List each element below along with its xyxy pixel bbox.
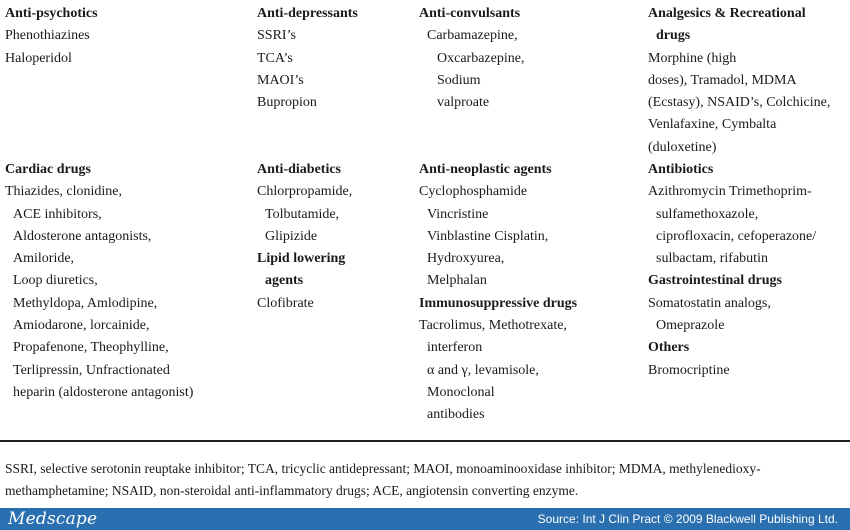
- drug-item: Morphine (high: [648, 50, 737, 66]
- cell-antibiotics-gi-others: [648, 159, 816, 382]
- header-analgesics-line1: Analgesics & Recreational: [648, 6, 806, 21]
- drug-item: doses), Tramadol, MDMA: [648, 72, 797, 88]
- header-anti-diabetics: Anti-diabetics: [257, 162, 341, 177]
- drug-item: Vinblastine Cisplatin,: [427, 228, 549, 244]
- drug-item: Cyclophosphamide: [419, 184, 528, 200]
- header-others: Others: [648, 340, 690, 356]
- drug-item: ACE inhibitors,: [13, 206, 102, 222]
- drug-item: Sodium: [437, 72, 481, 88]
- drug-item: α and γ, levamisole,: [427, 362, 539, 378]
- drug-item: SSRI’s: [257, 28, 296, 44]
- drug-item: Vincristine: [427, 206, 489, 222]
- drug-item: sulfamethoxazole,: [656, 206, 759, 222]
- drug-item: Melphalan: [427, 273, 487, 289]
- cell-anti-depressants: [257, 3, 358, 114]
- drug-item: Amiloride,: [13, 251, 75, 267]
- drug-item: valproate: [437, 95, 490, 111]
- table-divider: [0, 440, 850, 442]
- header-antibiotics: Antibiotics: [648, 162, 714, 177]
- cell-anti-neoplastic-immuno: [419, 159, 577, 427]
- drug-item: Methyldopa, Amlodipine,: [13, 295, 158, 311]
- header-anti-convulsants: Anti-convulsants: [419, 6, 521, 21]
- cell-cardiac-drugs: [5, 159, 193, 404]
- medscape-logo: Medscape: [8, 509, 98, 529]
- header-analgesics-line2: drugs: [656, 28, 691, 44]
- drug-item: Hydroxyurea,: [427, 251, 505, 267]
- drug-item: Thiazides, clonidine,: [5, 184, 123, 200]
- drug-item: Loop diuretics,: [13, 273, 98, 289]
- drug-item: (duloxetine): [648, 139, 717, 155]
- cell-analgesics-recreational: [648, 3, 830, 159]
- drug-item: heparin (aldosterone antagonist): [13, 384, 194, 400]
- cell-anti-convulsants: [419, 3, 524, 114]
- drug-item: Oxcarbazepine,: [437, 50, 525, 66]
- source-credit: Source: Int J Clin Pract © 2009 Blackwell Publishing Ltd.: [537, 512, 838, 526]
- drug-item: Azithromycin Trimethoprim-: [648, 184, 812, 200]
- drug-item: sulbactam, rifabutin: [656, 251, 768, 267]
- header-lipid-lowering-line1: Lipid lowering: [257, 251, 346, 267]
- drug-item: Aldosterone antagonists,: [13, 228, 152, 244]
- footnote-line: SSRI, selective serotonin reuptake inhibitor; TCA, tricyclic antidepressant; MAOI, monoaminooxidase inhibitor; MDMA, methylenedioxy-: [5, 461, 761, 476]
- header-anti-psychotics: Anti-psychotics: [5, 6, 98, 21]
- drug-item: Bupropion: [257, 95, 317, 111]
- drug-item: Tolbutamide,: [265, 206, 340, 222]
- header-lipid-lowering-line2: agents: [265, 273, 304, 289]
- drug-item: Omeprazole: [656, 318, 725, 334]
- drug-item: Glipizide: [265, 228, 318, 244]
- drug-item: Venlafaxine, Cymbalta: [648, 117, 777, 133]
- drug-item: Tacrolimus, Methotrexate,: [419, 318, 567, 334]
- footnote-line: methamphetamine; NSAID, non-steroidal anti-inflammatory drugs; ACE, angiotensin converting enzyme.: [5, 483, 579, 498]
- drug-item: MAOI’s: [257, 72, 304, 88]
- header-anti-neoplastic: Anti-neoplastic agents: [419, 162, 552, 177]
- cell-anti-psychotics: [5, 3, 98, 70]
- drug-item: Carbamazepine,: [427, 28, 518, 44]
- drug-item: Monoclonal: [427, 384, 495, 400]
- drug-item: Haloperidol: [5, 50, 72, 66]
- drug-item: Clofibrate: [257, 295, 314, 311]
- footer-bar: [0, 508, 850, 530]
- drug-item: Amiodarone, lorcainide,: [13, 318, 150, 334]
- drug-item: antibodies: [427, 407, 485, 423]
- header-cardiac-drugs: Cardiac drugs: [5, 162, 91, 177]
- drug-item: TCA’s: [257, 50, 293, 66]
- drug-item: interferon: [427, 340, 483, 356]
- drug-item: Somatostatin analogs,: [648, 295, 771, 311]
- drug-item: Chlorpropamide,: [257, 184, 353, 200]
- cell-anti-diabetics-lipid: [257, 159, 352, 315]
- drug-item: (Ecstasy), NSAID’s, Colchicine,: [648, 95, 831, 111]
- drug-item: Terlipressin, Unfractionated: [13, 362, 170, 378]
- drug-item: ciprofloxacin, cefoperazone/: [656, 228, 817, 244]
- header-immunosuppressive: Immunosuppressive drugs: [419, 295, 578, 311]
- abbreviations-footnote: [5, 458, 845, 502]
- header-anti-depressants: Anti-depressants: [257, 6, 358, 21]
- drug-item: Phenothiazines: [5, 28, 90, 44]
- drug-item: Propafenone, Theophylline,: [13, 340, 169, 356]
- header-gastrointestinal: Gastrointestinal drugs: [648, 273, 782, 289]
- drug-item: Bromocriptine: [648, 362, 730, 378]
